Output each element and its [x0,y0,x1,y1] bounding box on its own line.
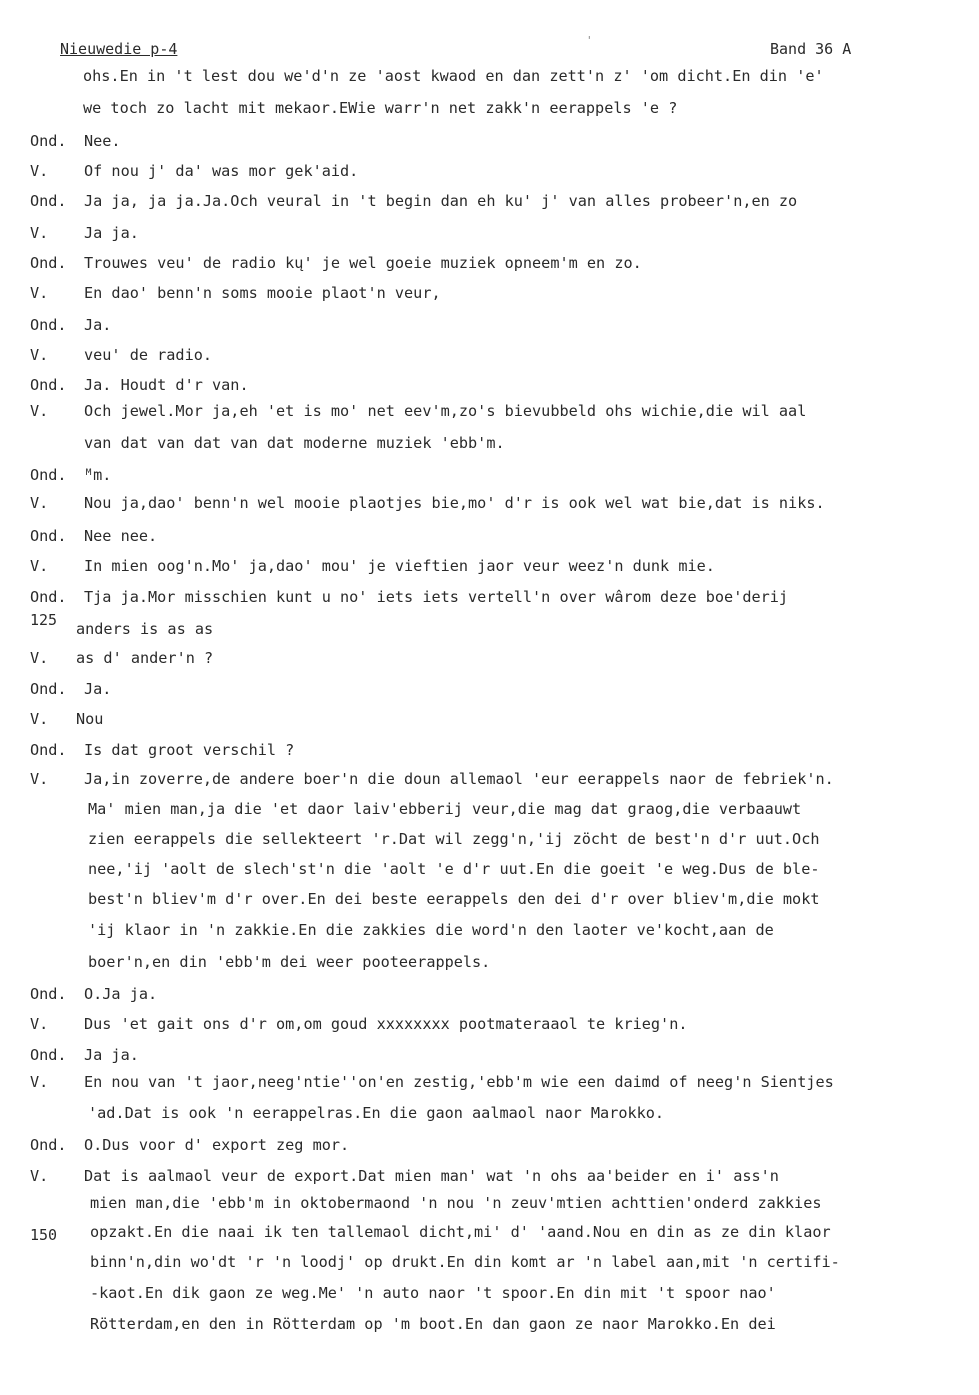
transcript-line [0,1219,979,1245]
transcript-line [0,856,979,882]
transcript-line [0,312,979,338]
line-text: veu' de radio. [84,346,213,364]
line-text: Dat is aalmaol veur de export.Dat mien man' wat 'n ohs aa'beider en i' ass'n [84,1167,779,1185]
speaker-label: Ond. [30,132,67,150]
speaker-label: Ond. [30,254,67,272]
speaker-label: V. [30,1073,49,1091]
transcript-line [0,1100,979,1126]
line-text: anders is as as [76,620,214,638]
speaker-label: Ond. [30,680,67,698]
line-text: En dao' benn'n soms mooie plaot'n veur, [84,284,441,302]
transcript-line [0,1069,979,1095]
line-text: ohs.En in 't lest dou we'd'n ze 'aost kwaod en dan zett'n z' 'om dicht.En din 'e' [83,67,824,85]
line-text: Ja ja. [84,1046,139,1064]
speaker-label: Ond. [30,466,67,484]
line-text: Ja. Houdt d'r van. [84,376,249,394]
line-text: Is dat groot verschil ? [84,741,295,759]
transcript-line [0,981,979,1007]
speaker-label: V. [30,710,49,728]
transcript-line [0,917,979,943]
line-text: van dat van dat van dat moderne muziek 'ebb'm. [84,434,505,452]
line-text: 'ij klaor in 'n zakkie.En die zakkies die word'n den laoter ve'kocht,aan de [88,921,774,939]
transcript-line [0,796,979,822]
transcript-line [0,372,979,398]
transcript-line [0,1280,979,1306]
transcript-line [0,737,979,763]
transcript-line [0,553,979,579]
transcript-line [0,1011,979,1037]
line-text: Ja. [84,680,112,698]
line-text: Tja ja.Mor misschien kunt u no' iets iets vertell'n over wârom deze boe'derij [84,588,789,606]
transcript-line [0,584,979,610]
transcript-line [0,676,979,702]
line-text: best'n bliev'm d'r over.En dei beste eerappels den dei d'r over bliev'm,die mokt [88,890,820,908]
speaker-label: V. [30,494,49,512]
line-text: 'ad.Dat is ook 'n eerappelras.En die gaon aalmaol naor Marokko. [88,1104,665,1122]
speaker-label: V. [30,770,49,788]
transcript-line [0,1132,979,1158]
margin-number: 150 [30,1226,58,1244]
transcript-line [0,706,979,732]
transcript-line [0,1249,979,1275]
speaker-label: V. [30,1167,49,1185]
line-text: Ja. [84,316,112,334]
transcript-line [0,766,979,792]
stray-mark: ' [586,34,593,47]
line-text: -kaot.En dik gaon ze weg.Me' 'n auto naor 't spoor.En din mit 't spoor nao' [90,1284,776,1302]
transcript-line [0,398,979,424]
line-text: Nou ja,dao' benn'n wel mooie plaotjes bie,mo' d'r is ook wel wat bie,dat is niks. [84,494,825,512]
transcript-line [0,886,979,912]
transcript-line [0,1311,979,1337]
speaker-label: V. [30,557,49,575]
speaker-label: Ond. [30,527,67,545]
speaker-label: Ond. [30,1046,67,1064]
transcript-line [0,1190,979,1216]
speaker-label: Ond. [30,192,67,210]
speaker-label: V. [30,224,49,242]
line-text: opzakt.En die naai ik ten tallemaol dicht,mi' d' 'aand.Nou en din as ze din klaor [90,1223,831,1241]
speaker-label: Ond. [30,985,67,1003]
transcript-line [0,250,979,276]
line-text: we toch zo lacht mit mekaor.EWie warr'n net zakk'n eerappels 'e ? [83,99,678,117]
transcript-line [0,128,979,154]
line-text: Of nou j' da' was mor gek'aid. [84,162,359,180]
speaker-label: Ond. [30,588,67,606]
transcript-line [0,490,979,516]
speaker-label: V. [30,284,49,302]
line-text: Ja,in zoverre,de andere boer'n die doun allemaol 'eur eerappels naor de febriek'n. [84,770,834,788]
line-text: Nee nee. [84,527,158,545]
line-text: binn'n,din wo'dt 'r 'n loodj' op drukt.En din komt ar 'n label aan,mit 'n certifi- [90,1253,840,1271]
transcript-line [0,342,979,368]
line-text: Ma' mien man,ja die 'et daor laiv'ebberij veur,die mag dat graog,die verbaauwt [88,800,802,818]
line-text: zien eerappels die sellekteert 'r.Dat wil zegg'n,'ij zöcht de best'n d'r uut.Och [88,830,820,848]
transcript-line [0,616,979,642]
transcript-line [0,220,979,246]
speaker-label: V. [30,649,49,667]
band-label: Band 36 A [770,40,852,58]
line-text: Rötterdam,en den in Rötterdam op 'm boot.En dan gaon ze naor Marokko.En dei [90,1315,776,1333]
line-text: O.Ja ja. [84,985,158,1003]
line-text: Och jewel.Mor ja,eh 'et is mo' net eev'm,zo's bievubbeld ohs wichie,die wil aal [84,402,807,420]
speaker-label: V. [30,402,49,420]
transcript-line [0,523,979,549]
transcript-line [0,462,979,488]
line-text: O.Dus voor d' export zeg mor. [84,1136,350,1154]
transcript-line [0,1163,979,1189]
transcript-line [0,158,979,184]
transcript-line [0,95,979,121]
line-text: In mien oog'n.Mo' ja,dao' mou' je vieftien jaor veur weez'n dunk mie. [84,557,715,575]
speaker-label: Ond. [30,376,67,394]
transcript-line [0,63,979,89]
line-text: Ja ja. [84,224,139,242]
speaker-label: Ond. [30,1136,67,1154]
transcript-line [0,826,979,852]
margin-number: 125 [30,611,58,629]
transcript-line [0,949,979,975]
line-text: ᴹm. [84,466,112,484]
page-title: Nieuwedie p-4 [60,40,178,58]
transcript-line [0,1042,979,1068]
transcript-line [0,188,979,214]
line-text: mien man,die 'ebb'm in oktobermaond 'n nou 'n zeuv'mtien achttien'onderd zakkies [90,1194,822,1212]
speaker-label: Ond. [30,741,67,759]
line-text: En nou van 't jaor,neeg'ntie''on'en zestig,'ebb'm wie een daimd of neeg'n Sientjes [84,1073,834,1091]
transcript-line [0,645,979,671]
line-text: Dus 'et gait ons d'r om,om goud xxxxxxxx pootmateraaol te krieg'n. [84,1015,688,1033]
line-text: Nee. [84,132,121,150]
line-text: as d' ander'n ? [76,649,214,667]
line-text: nee,'ij 'aolt de slech'st'n die 'aolt 'e d'r uut.En die goeit 'e weg.Dus de ble- [88,860,820,878]
speaker-label: V. [30,162,49,180]
line-text: Trouwes veu' de radio kų' je wel goeie muziek opneem'm en zo. [84,254,642,272]
line-text: Nou [76,710,104,728]
line-text: Ja ja, ja ja.Ja.Och veural in 't begin dan eh ku' j' van alles probeer'n,en zo [84,192,798,210]
transcript-line [0,430,979,456]
transcript-line [0,280,979,306]
speaker-label: V. [30,346,49,364]
line-text: boer'n,en din 'ebb'm dei weer pooteerappels. [88,953,491,971]
speaker-label: V. [30,1015,49,1033]
speaker-label: Ond. [30,316,67,334]
